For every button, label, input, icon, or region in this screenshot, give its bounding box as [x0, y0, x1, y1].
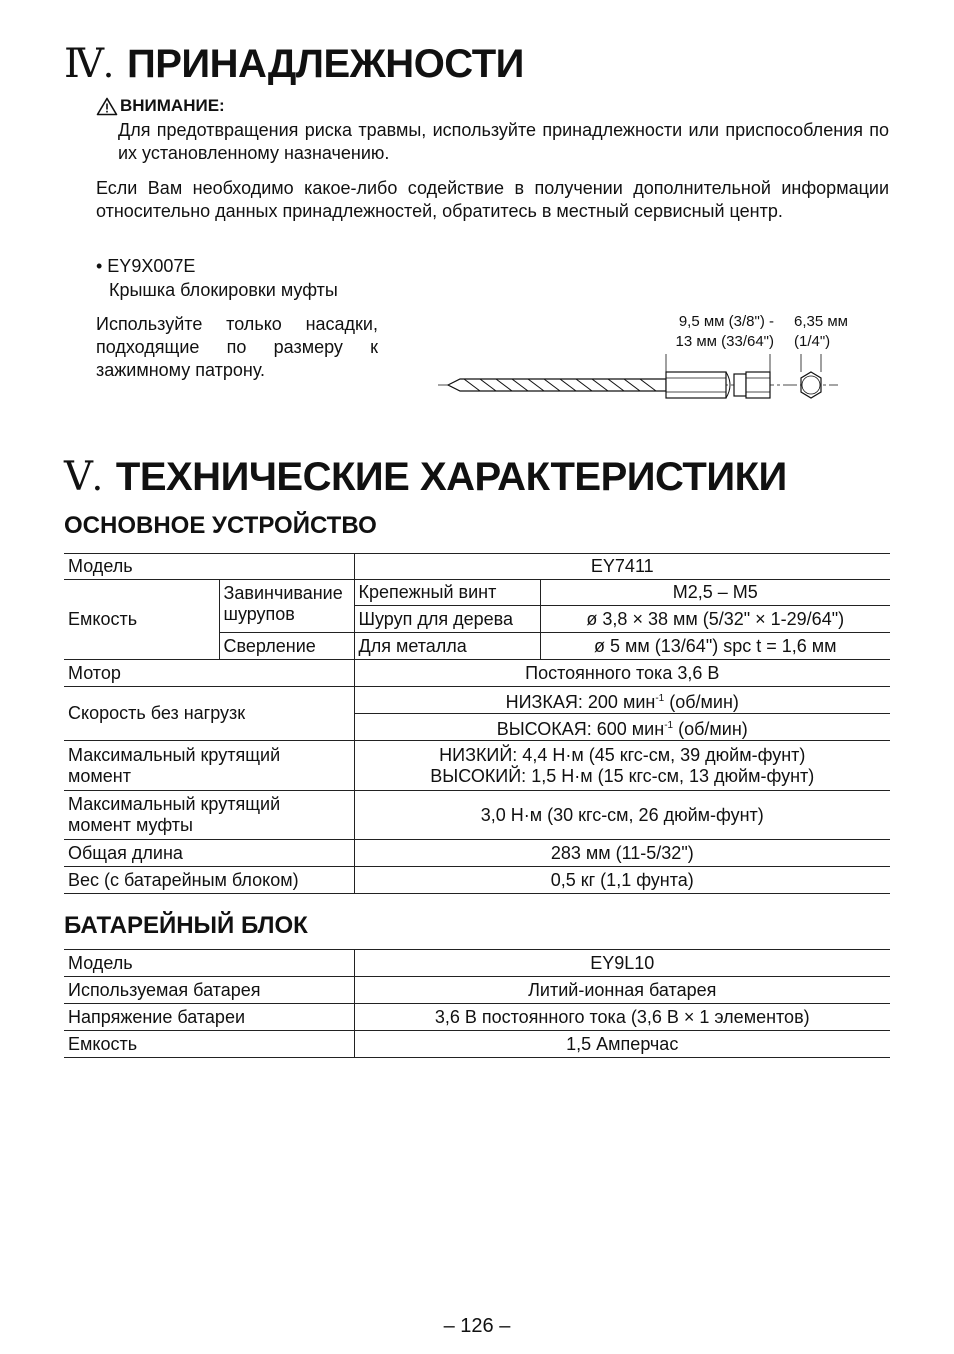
clutch-torque-value: 3,0 Н·м (30 кгс-см, 26 дюйм-фунт)	[354, 791, 890, 840]
speed-label: Скорость без нагрузк	[64, 687, 354, 741]
speed-high-text: ВЫСОКАЯ: 600 мин	[496, 718, 665, 739]
section-4-heading	[64, 40, 524, 87]
bit-length-dimension	[650, 312, 774, 352]
speed-low-unit: (об/мин)	[664, 691, 739, 712]
service-info-text: Если Вам необходимо какое-либо содействие в получении дополнительной информации относительно данных принадлежностей, обратитесь в местный сервисный центр.	[96, 178, 889, 221]
table-row	[64, 840, 890, 867]
table-row	[64, 791, 890, 840]
hex-size-line-2: (1/4")	[794, 333, 831, 350]
machine-screw-label: Крепежный винт	[354, 580, 540, 606]
max-torque-label-line-1: Максимальный крутящий	[68, 744, 281, 765]
table-row	[64, 554, 890, 580]
table-row	[64, 867, 890, 894]
battery-model-label: Модель	[64, 950, 354, 977]
max-torque-label	[64, 741, 354, 791]
speed-high-unit: (об/мин)	[673, 718, 748, 739]
section-5-roman: Ⅴ.	[64, 454, 102, 499]
battery-capacity-label: Емкость	[64, 1031, 354, 1058]
hex-size-line-1: 6,35 мм	[794, 313, 848, 330]
model-value: EY7411	[354, 554, 890, 580]
weight-value: 0,5 кг (1,1 фунта)	[354, 867, 890, 894]
clutch-torque-label-line-2: момент муфты	[68, 815, 193, 835]
accessory-code: • EY9X007E	[96, 256, 196, 276]
motor-value: Постоянного тока 3,6 В	[354, 660, 890, 687]
overall-length-label: Общая длина	[64, 840, 354, 867]
battery-voltage-label: Напряжение батареи	[64, 1004, 354, 1031]
table-row	[64, 687, 890, 714]
overall-length-value: 283 мм (11-5/32")	[354, 840, 890, 867]
model-label: Модель	[64, 554, 354, 580]
drilling-label: Сверление	[219, 633, 354, 660]
battery-voltage-value: 3,6 В постоянного тока (3,6 В × 1 элементов)	[354, 1004, 890, 1031]
clutch-torque-label	[64, 791, 354, 840]
max-torque-high: ВЫСОКИЙ: 1,5 Н·м (15 кгс-см, 13 дюйм-фунт)	[430, 765, 815, 786]
battery-model-value: EY9L10	[354, 950, 890, 977]
warning-label: ВНИМАНИЕ:	[120, 96, 225, 115]
table-row	[64, 580, 890, 606]
section-5-heading	[64, 453, 787, 500]
max-torque-value	[354, 741, 890, 791]
screw-driving-label: Завинчивание шурупов	[219, 580, 354, 633]
speed-low-value	[354, 687, 890, 714]
battery-type-label: Используемая батарея	[64, 977, 354, 1004]
table-row	[64, 1031, 890, 1058]
table-row	[64, 660, 890, 687]
page-number: – 126 –	[443, 1315, 511, 1337]
section-5-title: ТЕХНИЧЕСКИЕ ХАРАКТЕРИСТИКИ	[115, 455, 787, 499]
accessory-name: Крышка блокировки муфты	[109, 280, 338, 300]
bits-note: Используйте только насадки, подходящие по размеру к зажимному патрону.	[96, 314, 378, 380]
machine-screw-value: M2,5 – M5	[540, 580, 890, 606]
wood-screw-label: Шуруп для дерева	[354, 606, 540, 633]
speed-high-exponent: -1	[664, 719, 674, 731]
metal-value: ø 5 мм (13/64") spc t = 1,6 мм	[540, 633, 890, 660]
max-torque-label-line-2: момент	[68, 765, 131, 786]
metal-label: Для металла	[354, 633, 540, 660]
table-row	[64, 977, 890, 1004]
table-row	[64, 950, 890, 977]
warning-triangle-icon	[96, 97, 118, 116]
warning-text: Для предотвращения риска травмы, используйте принадлежности или приспособления по их установленному назначению.	[118, 120, 889, 163]
table-row	[64, 1004, 890, 1031]
main-unit-spec-table	[64, 553, 890, 894]
max-torque-low: НИЗКИЙ: 4,4 Н·м (45 кгс-см, 39 дюйм-фунт)	[439, 744, 806, 765]
hex-size-dimension	[794, 312, 848, 352]
section-4-title: ПРИНАДЛЕЖНОСТИ	[126, 42, 524, 86]
speed-high-value	[354, 714, 890, 741]
motor-label: Мотор	[64, 660, 354, 687]
bit-length-line-1: 9,5 мм (3/8") -	[678, 313, 774, 330]
battery-type-value: Литий-ионная батарея	[354, 977, 890, 1004]
warning-heading	[96, 96, 225, 116]
wood-screw-value: ø 3,8 × 38 мм (5/32" × 1-29/64")	[540, 606, 890, 633]
battery-heading: БАТАРЕЙНЫЙ БЛОК	[64, 912, 308, 939]
speed-low-exponent: -1	[655, 692, 665, 704]
capacity-label: Емкость	[64, 580, 219, 660]
section-4-roman: Ⅳ.	[64, 41, 113, 86]
drill-bit-diagram	[430, 350, 850, 410]
speed-low-text: НИЗКАЯ: 200 мин	[505, 691, 656, 712]
table-row	[64, 741, 890, 791]
main-unit-heading: ОСНОВНОЕ УСТРОЙСТВО	[64, 512, 377, 539]
clutch-torque-label-line-1: Максимальный крутящий	[68, 794, 281, 814]
battery-capacity-value: 1,5 Амперчас	[354, 1031, 890, 1058]
battery-spec-table	[64, 949, 890, 1058]
bit-length-line-2: 13 мм (33/64")	[675, 333, 774, 350]
weight-label: Вес (с батарейным блоком)	[64, 867, 354, 894]
